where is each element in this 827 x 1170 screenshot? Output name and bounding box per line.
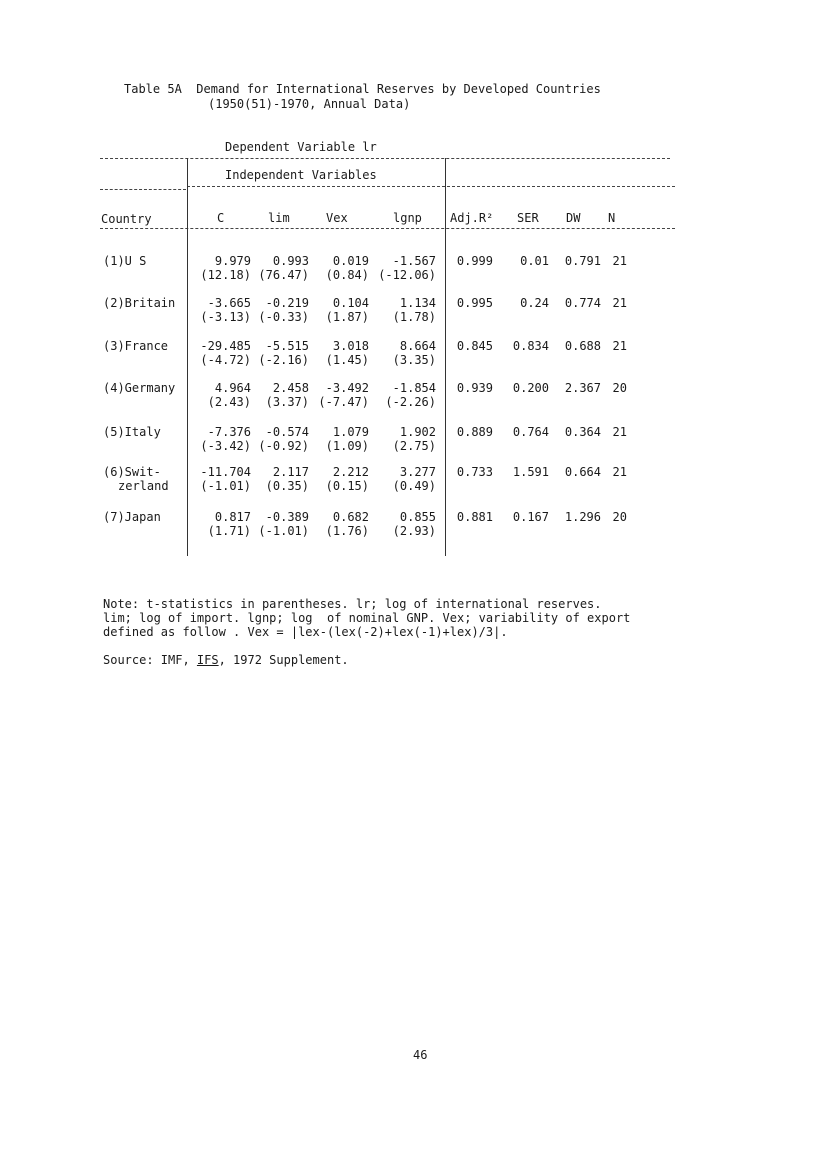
source-suffix: , 1972 Supplement. — [218, 653, 349, 667]
note-line-2: lim; log of import. lgnp; log of nominal GNP. Vex; variability of export — [103, 611, 631, 625]
coefficient-c: 9.979 — [214, 254, 251, 268]
country-divider-line — [187, 158, 188, 556]
t-statistic-c: (-3.13) — [200, 310, 251, 324]
coefficient-vex: -3.492 — [325, 381, 369, 395]
source-line — [103, 653, 349, 667]
header-lim: lim — [268, 211, 290, 225]
t-statistic-lim: (-1.01) — [258, 524, 309, 538]
stat-dw: 0.791 — [564, 254, 601, 268]
stat-ser: 0.167 — [512, 510, 549, 524]
t-statistic-lim: (-2.16) — [258, 353, 309, 367]
coefficient-c: -29.485 — [200, 339, 251, 353]
t-statistic-c: (-3.42) — [200, 439, 251, 453]
dependent-variable-label: Dependent Variable lr — [225, 140, 377, 154]
t-statistic-c: (-1.01) — [200, 479, 251, 493]
coefficient-vex: 2.212 — [332, 465, 369, 479]
header-country: Country — [101, 212, 152, 226]
header-lgnp: lgnp — [393, 211, 422, 225]
note-line-1: Note: t-statistics in parentheses. lr; log of international reserves. — [103, 597, 602, 611]
header-dw: DW — [566, 211, 581, 225]
t-statistic-lgnp: (-12.06) — [378, 268, 436, 282]
stat-n: 21 — [612, 254, 627, 268]
coefficient-lim: -5.515 — [265, 339, 309, 353]
header-n: N — [608, 211, 616, 225]
t-statistic-vex: (-7.47) — [318, 395, 369, 409]
stat-dw: 0.774 — [564, 296, 601, 310]
table-title: Table 5A Demand for International Reserves by Developed Countries — [124, 82, 601, 96]
coefficient-c: 0.817 — [214, 510, 251, 524]
t-statistic-vex: (1.09) — [325, 439, 369, 453]
country-name: (2)Britain — [103, 296, 176, 310]
note-line-3: defined as follow . Vex = |lex-(lex(-2)+lex(-1)+lex)/3|. — [103, 625, 508, 639]
stat-n: 20 — [612, 381, 627, 395]
t-statistic-lim: (0.35) — [265, 479, 309, 493]
coefficient-vex: 0.019 — [332, 254, 369, 268]
header-ser: SER — [517, 211, 539, 225]
stat-dw: 0.364 — [564, 425, 601, 439]
coefficient-lim: -0.389 — [265, 510, 309, 524]
stat-dw: 0.688 — [564, 339, 601, 353]
page-number: 46 — [413, 1048, 428, 1062]
coefficient-lgnp: 0.855 — [399, 510, 436, 524]
t-statistic-lgnp: (-2.26) — [385, 395, 436, 409]
stat-adj-r2: 0.889 — [456, 425, 493, 439]
coefficient-lim: -0.219 — [265, 296, 309, 310]
stat-adj-r2: 0.999 — [456, 254, 493, 268]
country-name: zerland — [118, 479, 169, 493]
stat-dw: 0.664 — [564, 465, 601, 479]
t-statistic-c: (1.71) — [207, 524, 251, 538]
t-statistic-lgnp: (2.93) — [392, 524, 436, 538]
table-top-rule — [100, 158, 670, 159]
country-name: (5)Italy — [103, 425, 161, 439]
header-vex: Vex — [326, 211, 348, 225]
t-statistic-lim: (-0.33) — [258, 310, 309, 324]
coefficient-c: -3.665 — [207, 296, 251, 310]
t-statistic-vex: (1.87) — [325, 310, 369, 324]
t-statistic-vex: (1.45) — [325, 353, 369, 367]
t-statistic-c: (2.43) — [207, 395, 251, 409]
coefficient-c: -7.376 — [207, 425, 251, 439]
statistics-divider-line — [445, 158, 446, 556]
stat-n: 21 — [612, 339, 627, 353]
stat-adj-r2: 0.881 — [456, 510, 493, 524]
stat-adj-r2: 0.939 — [456, 381, 493, 395]
coefficient-lim: 2.458 — [272, 381, 309, 395]
t-statistic-c: (12.18) — [200, 268, 251, 282]
stat-dw: 2.367 — [564, 381, 601, 395]
t-statistic-lim: (3.37) — [265, 395, 309, 409]
stat-n: 21 — [612, 425, 627, 439]
coefficient-lgnp: -1.567 — [392, 254, 436, 268]
header-adj-r2: Adj.R² — [450, 211, 494, 225]
country-name: (7)Japan — [103, 510, 161, 524]
coefficient-lgnp: 1.134 — [399, 296, 436, 310]
t-statistic-lim: (-0.92) — [258, 439, 309, 453]
coefficient-vex: 0.682 — [332, 510, 369, 524]
source-prefix: Source: IMF, — [103, 653, 197, 667]
stat-ser: 0.764 — [512, 425, 549, 439]
stat-adj-r2: 0.995 — [456, 296, 493, 310]
coefficient-lim: -0.574 — [265, 425, 309, 439]
t-statistic-lgnp: (3.35) — [392, 353, 436, 367]
stat-ser: 0.200 — [512, 381, 549, 395]
stat-adj-r2: 0.845 — [456, 339, 493, 353]
country-header-rule — [100, 189, 186, 190]
coefficient-c: 4.964 — [214, 381, 251, 395]
t-statistic-vex: (0.84) — [325, 268, 369, 282]
stat-ser: 0.01 — [520, 254, 549, 268]
coefficient-vex: 0.104 — [332, 296, 369, 310]
coefficient-lgnp: 3.277 — [399, 465, 436, 479]
independent-variables-label: Independent Variables — [225, 168, 377, 182]
independent-header-rule — [187, 186, 675, 187]
table-subtitle: (1950(51)-1970, Annual Data) — [208, 97, 411, 111]
t-statistic-lgnp: (1.78) — [392, 310, 436, 324]
t-statistic-lgnp: (0.49) — [392, 479, 436, 493]
coefficient-lgnp: 8.664 — [399, 339, 436, 353]
coefficient-vex: 3.018 — [332, 339, 369, 353]
t-statistic-vex: (0.15) — [325, 479, 369, 493]
coefficient-lgnp: 1.902 — [399, 425, 436, 439]
t-statistic-lim: (76.47) — [258, 268, 309, 282]
country-name: (3)France — [103, 339, 169, 353]
coefficient-vex: 1.079 — [332, 425, 369, 439]
t-statistic-vex: (1.76) — [325, 524, 369, 538]
source-publication: IFS — [196, 653, 219, 667]
stat-n: 20 — [612, 510, 627, 524]
stat-ser: 0.834 — [512, 339, 549, 353]
country-name: (4)Germany — [103, 381, 176, 395]
header-c: C — [217, 211, 225, 225]
stat-ser: 1.591 — [512, 465, 549, 479]
country-name: (6)Swit- — [103, 465, 161, 479]
t-statistic-c: (-4.72) — [200, 353, 251, 367]
coefficient-lgnp: -1.854 — [392, 381, 436, 395]
coefficient-lim: 2.117 — [272, 465, 309, 479]
stat-adj-r2: 0.733 — [456, 465, 493, 479]
coefficient-lim: 0.993 — [272, 254, 309, 268]
stat-ser: 0.24 — [520, 296, 549, 310]
stat-dw: 1.296 — [564, 510, 601, 524]
coefficient-c: -11.704 — [200, 465, 251, 479]
stat-n: 21 — [612, 465, 627, 479]
stat-n: 21 — [612, 296, 627, 310]
country-name: (1)U S — [103, 254, 147, 268]
t-statistic-lgnp: (2.75) — [392, 439, 436, 453]
